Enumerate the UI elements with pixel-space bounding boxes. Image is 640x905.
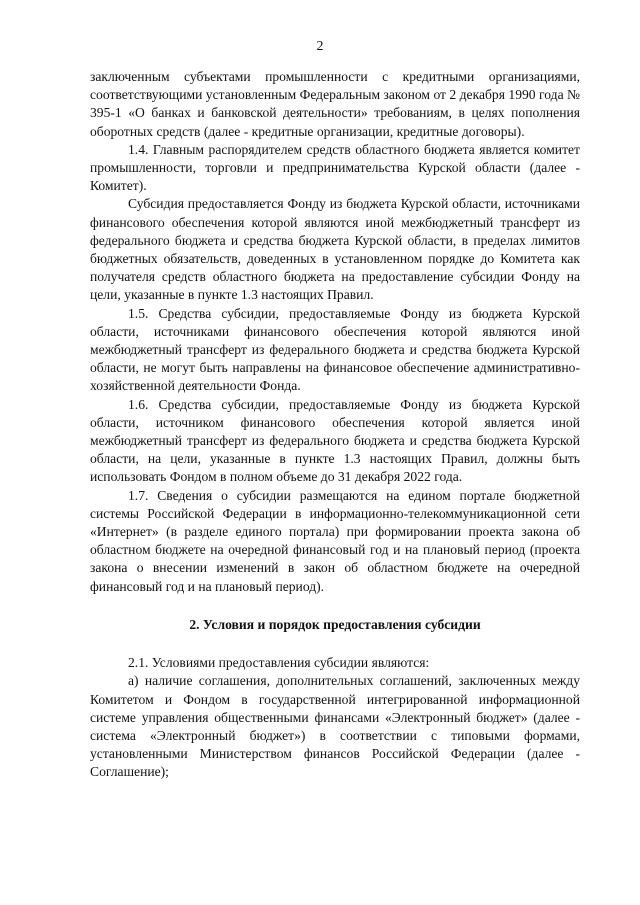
paragraph-subsidy-provision: Субсидия предоставляется Фонду из бюджета Курской области, источниками финансового обеспечения которой являются иной межбюджетный трансферт из федерального бюджета и средства бюджета Курской области, в пределах лимитов бюджетных обязательств, доведенных в установленном порядке до Комитета как получателя средств областного бюджета на предоставление субсидии Фонду на цели, указанные в пункте 1.3 настоящих Правил.	[90, 196, 580, 303]
paragraph-2-1-a: а) наличие соглашения, дополнительных соглашений, заключенных между Комитетом и Фондом в государственной интегрированной информационной системе управления общественными финансами «Электронный бюджет» (далее - система «Электронный бюджет») в соответствии с типовыми формами, установленными Министерством финансов Российской Федерации (далее - Соглашение);	[90, 673, 580, 780]
section-heading: 2. Условия и порядок предоставления субсидии	[189, 616, 481, 632]
paragraph-1-6: 1.6. Средства субсидии, предоставляемые Фонду из бюджета Курской области, источником финансового обеспечения которой является иной межбюджетный трансферт из федерального бюджета и средства бюджета Курской области, на цели, указанные в пункте 1.3 настоящих Правил, должны быть использовать Фондом в полном объеме до 31 декабря 2022 года.	[90, 396, 580, 485]
paragraph-2-1: 2.1. Условиями предоставления субсидии являются:	[128, 655, 430, 671]
paragraph-continuation: заключенным субъектами промышленности с кредитными организациями, соответствующими установленным Федеральным законом от 2 декабря 1990 года № 395-1 «О банках и банковской деятельности» требованиям, в целях пополнения оборотных средств (далее - кредитные организации, кредитные договоры).	[90, 69, 580, 139]
document-body	[90, 68, 580, 782]
paragraph-1-7: 1.7. Сведения о субсидии размещаются на едином портале бюджетной системы Российской Федерации в информационно-телекоммуникационной сети «Интернет» (в разделе единого портала) при формировании проекта закона об областном бюджете на очередной финансовый год и на плановый период (проекта закона о внесении изменений в закон об областном бюджете на очередной финансовый год и на плановый период).	[90, 487, 580, 594]
page-number: 2	[316, 39, 324, 54]
paragraph-1-4: 1.4. Главным распорядителем средств областного бюджета является комитет промышленности, торговли и предпринимательства Курской области (далее - Комитет).	[90, 141, 580, 194]
paragraph-1-5: 1.5. Средства субсидии, предоставляемые Фонду из бюджета Курской области, источниками финансового обеспечения которой являются иной межбюджетный трансферт из федерального бюджета и средства бюджета Курской области, не могут быть направлены на финансовое обеспечение административно-хозяйственной деятельности Фонда.	[90, 305, 580, 394]
